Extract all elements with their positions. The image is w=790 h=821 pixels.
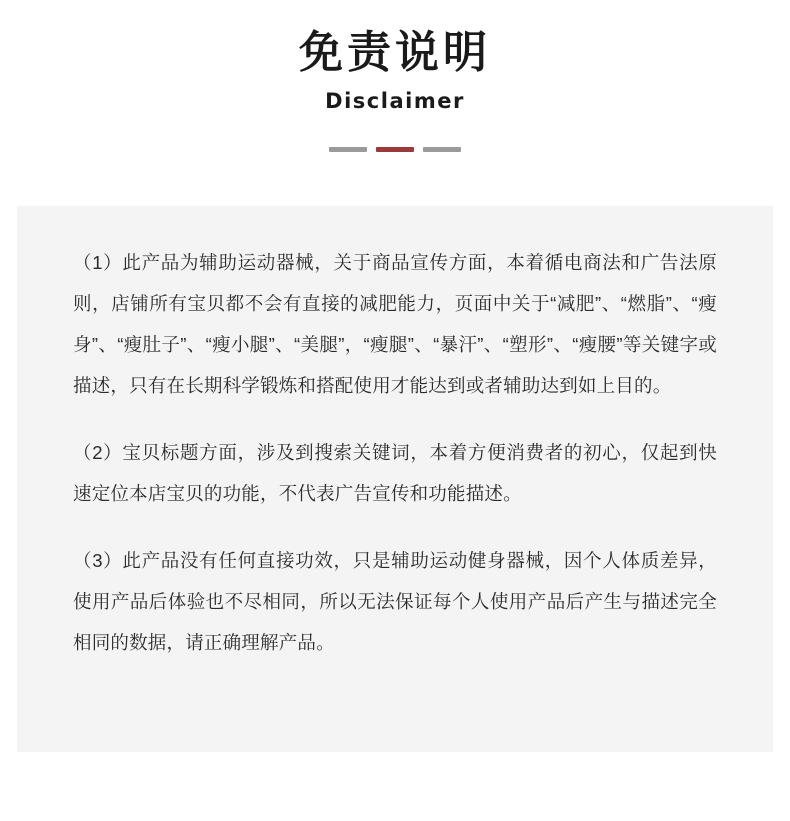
disclaimer-paragraph-3: （3）此产品没有任何直接功效，只是辅助运动健身器械，因个人体质差异，使用产品后体验也不尽相同，所以无法保证每个人使用产品后产生与描述完全相同的数据，请正确理解产品。	[73, 550, 717, 653]
page-title: 免责说明	[299, 28, 491, 77]
page-subtitle: Disclaimer	[325, 88, 465, 113]
divider-dash-left	[329, 147, 367, 152]
divider-dash-center	[376, 147, 414, 152]
disclaimer-paragraph-1: （1）此产品为辅助运动器械，关于商品宣传方面，本着循电商法和广告法原则，店铺所有宝贝都不会有直接的减肥能力，页面中关于“减肥”、“燃脂”、“瘦身”、“瘦肚子”、“瘦小腿”、“美腿”，“瘦腿”、“暴汗”、“塑形”、“瘦腰”等关键字或描述，只有在长期科学锻炼和搭配使用才能达到或者辅助达到如上目的。	[73, 252, 717, 396]
page-header	[0, 0, 790, 152]
divider	[0, 147, 790, 152]
divider-dash-right	[423, 147, 461, 152]
disclaimer-paragraph-2: （2）宝贝标题方面，涉及到搜索关键词，本着方便消费者的初心，仅起到快速定位本店宝贝的功能，不代表广告宣传和功能描述。	[73, 442, 717, 504]
disclaimer-panel	[17, 206, 773, 752]
